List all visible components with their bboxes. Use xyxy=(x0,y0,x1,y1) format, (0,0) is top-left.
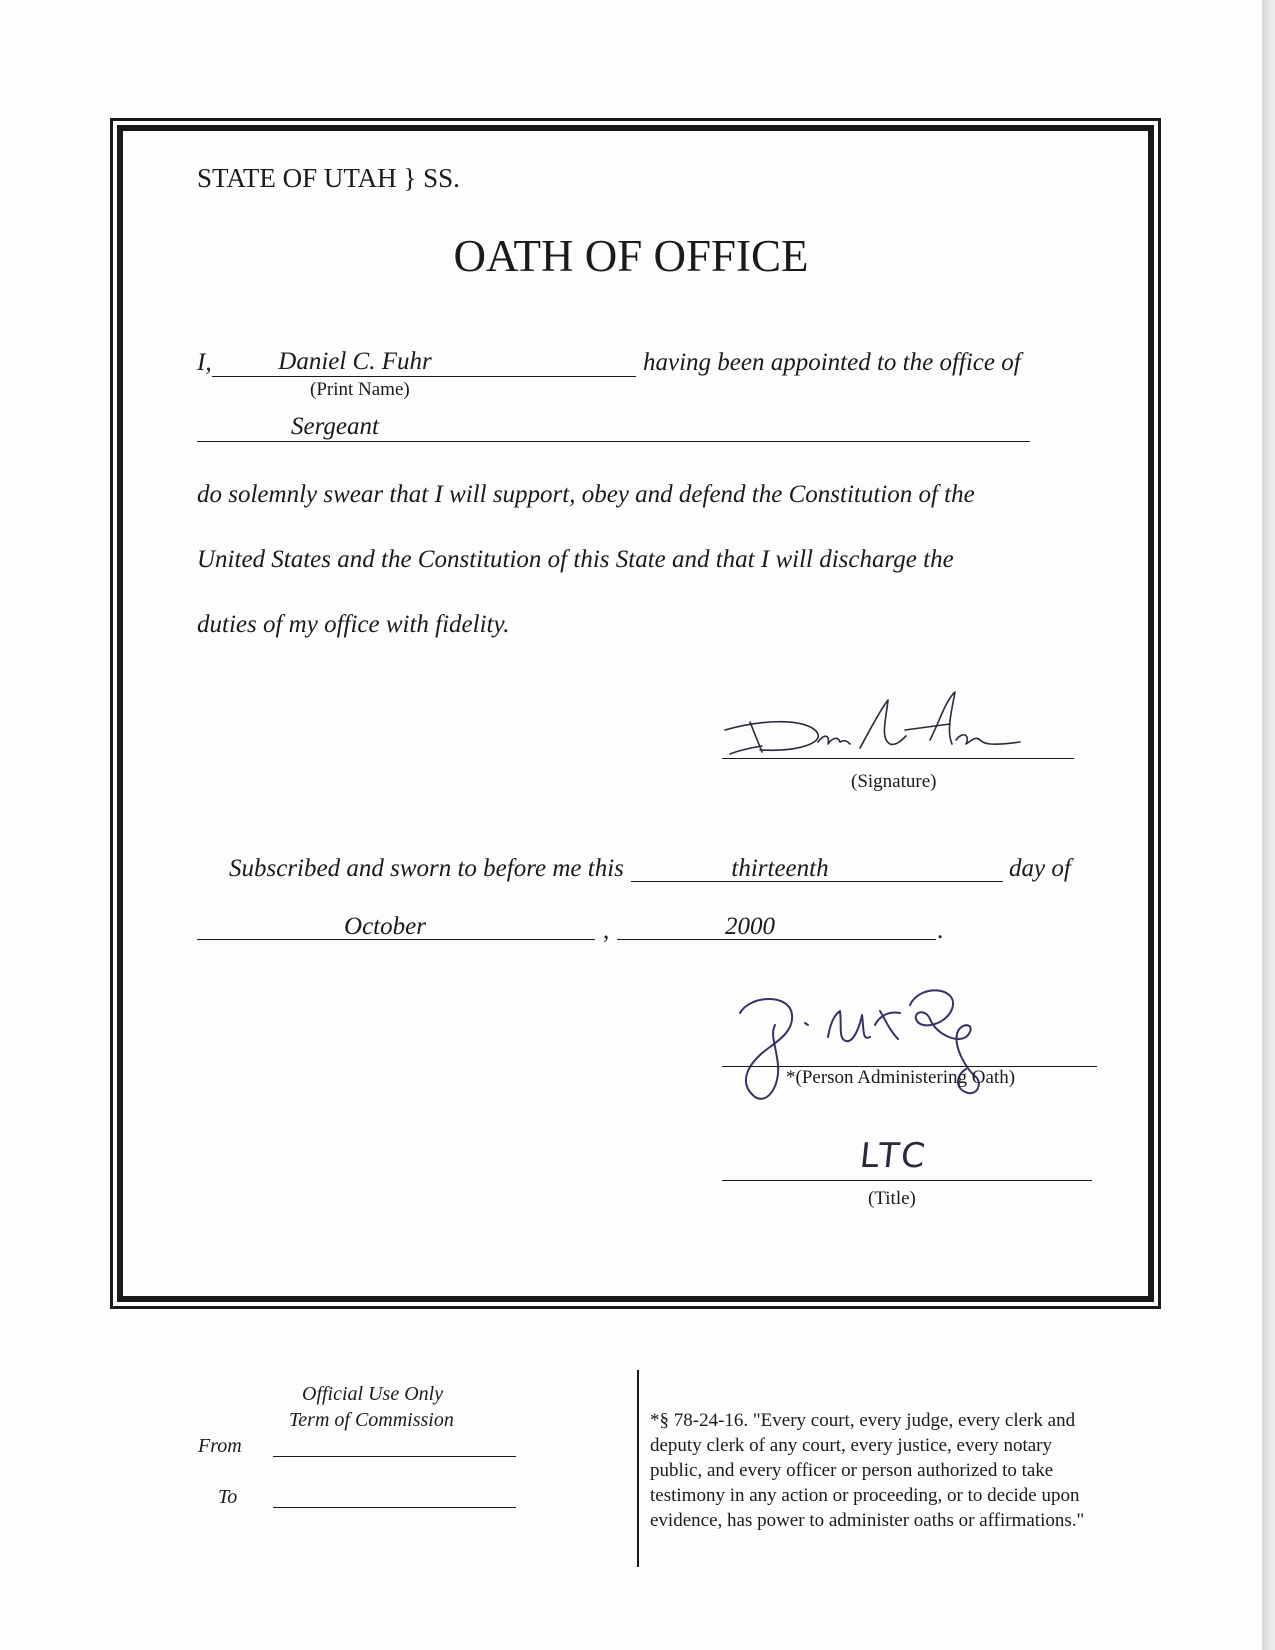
name-underline xyxy=(212,376,636,377)
month-year-comma: , xyxy=(603,917,610,944)
printed-name: Daniel C. Fuhr xyxy=(278,348,432,375)
subscribed-text: Subscribed and sworn to before me this xyxy=(229,855,624,882)
statute-text xyxy=(650,1408,1130,1533)
title-handwritten: LTC xyxy=(857,1136,931,1176)
statute-line: public, and every officer or person authorized to take xyxy=(650,1460,1054,1481)
day-of-text: day of xyxy=(1009,855,1071,882)
administrator-caption: *(Person Administering Oath) xyxy=(786,1067,1016,1088)
oath-body-line-2: United States and the Constitution of this State and that I will discharge the xyxy=(197,546,954,573)
statute-line: evidence, has power to administer oaths or affirmations." xyxy=(650,1510,1085,1531)
closing-period: . xyxy=(937,917,944,944)
statute-line: *§ 78-24-16. "Every court, every judge, every clerk and xyxy=(650,1410,1076,1431)
oath-body-line-3: duties of my office with fidelity. xyxy=(197,611,510,638)
official-use-heading: Official Use Only xyxy=(302,1383,444,1405)
year-value: 2000 xyxy=(725,913,775,940)
title-caption: (Title) xyxy=(868,1188,916,1209)
signature-underline xyxy=(722,758,1074,759)
oath-prefix: I, xyxy=(197,349,212,376)
state-heading: STATE OF UTAH } SS. xyxy=(197,163,460,193)
oath-body-line-1: do solemnly swear that I will support, obey and defend the Constitution of the xyxy=(197,481,975,508)
to-label: To xyxy=(218,1486,238,1508)
page-title: OATH OF OFFICE xyxy=(453,231,809,281)
from-label: From xyxy=(198,1435,242,1457)
day-value: thirteenth xyxy=(731,855,829,882)
title-underline xyxy=(722,1180,1092,1181)
print-name-caption: (Print Name) xyxy=(310,379,410,400)
term-of-commission-heading: Term of Commission xyxy=(289,1409,454,1431)
appointed-text: having been appointed to the office of xyxy=(643,349,1021,376)
scan-edge xyxy=(1262,0,1275,1650)
statute-line: testimony in any action or proceeding, or to decide upon xyxy=(650,1485,1080,1506)
office-underline xyxy=(197,441,1030,442)
signature-caption: (Signature) xyxy=(851,771,937,792)
office-name: Sergeant xyxy=(291,413,379,440)
to-underline xyxy=(273,1507,516,1508)
footer-divider xyxy=(637,1370,639,1567)
from-underline xyxy=(273,1456,516,1457)
statute-line: deputy clerk of any court, every justice, every notary xyxy=(650,1435,1053,1456)
month-value: October xyxy=(344,913,426,940)
